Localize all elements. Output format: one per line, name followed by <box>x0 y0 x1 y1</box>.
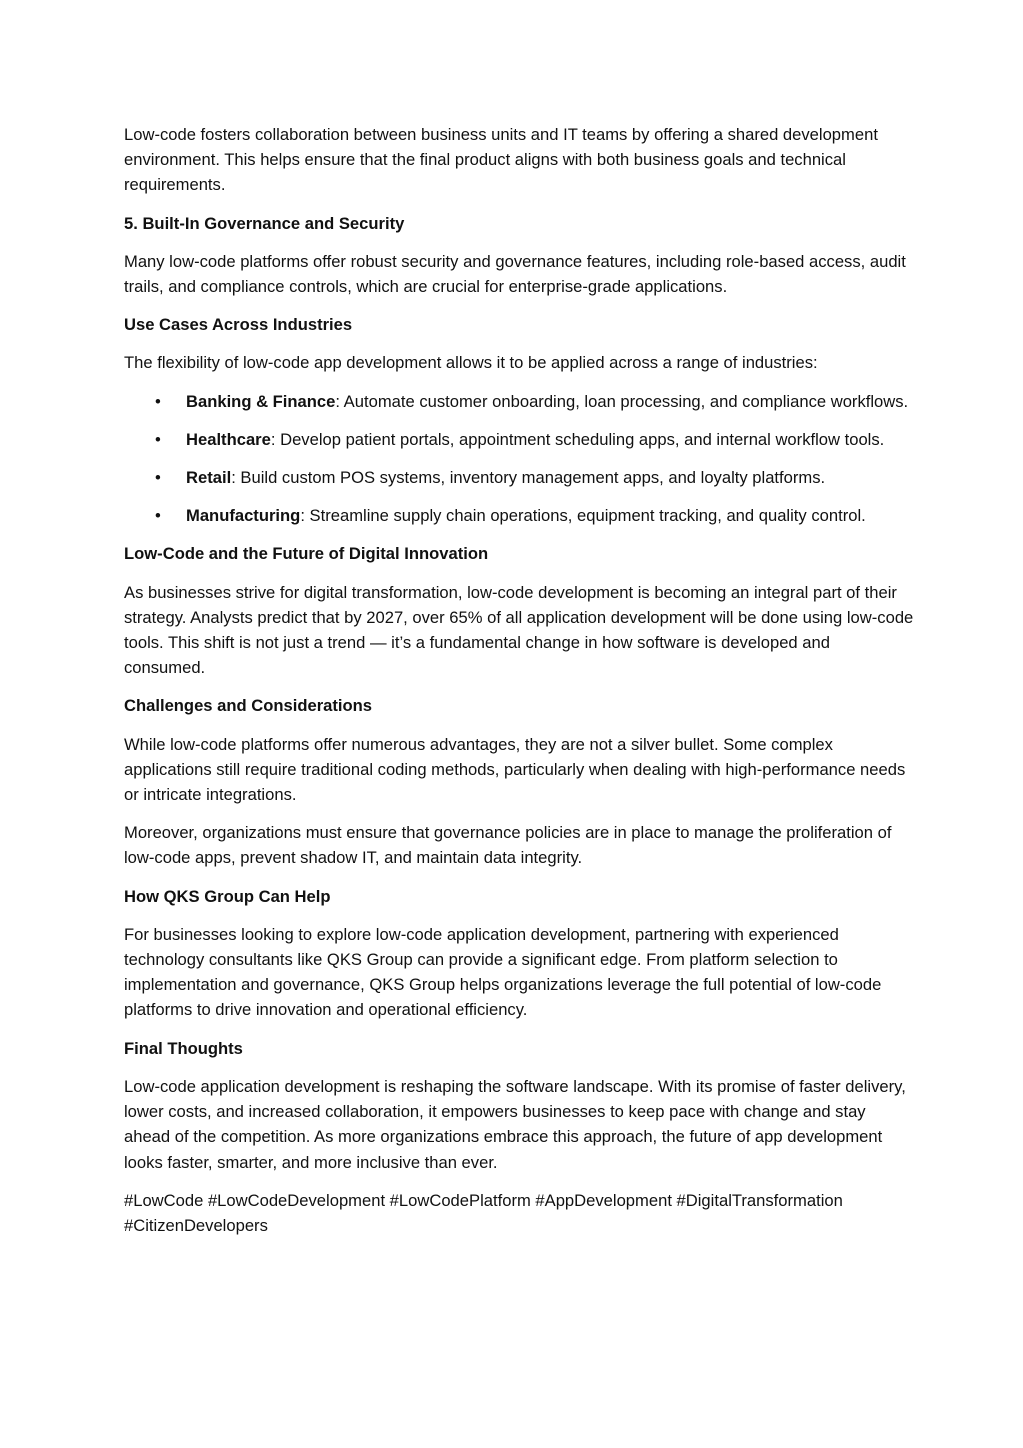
qks-paragraph: For businesses looking to explore low-code application development, partnering with experienced technology consultants like QKS Group can provide a significant edge. From platform selection to implementation and governance, QKS Group helps organizations leverage the full potential of low-code platforms to drive innovation and operational efficiency. <box>124 924 882 1020</box>
list-item-desc: : Streamline supply chain operations, equipment tracking, and quality control. <box>300 506 866 526</box>
governance-paragraph: Many low-code platforms offer robust security and governance features, including role-based access, audit trails, and compliance controls, which are crucial for enterprise-grade applications. <box>124 251 906 297</box>
list-item-manufacturing <box>124 503 914 528</box>
use-cases-intro: The flexibility of low-code app development allows it to be applied across a range of industries: <box>124 353 818 373</box>
future-paragraph: As businesses strive for digital transformation, low-code development is becoming an integral part of their strategy. Analysts predict that by 2027, over 65% of all application development will be done using low-code tools. This shift is not just a trend — it’s a fundamental change in how software is developed and consumed. <box>124 582 914 678</box>
use-cases-heading: Use Cases Across Industries <box>124 315 353 335</box>
bullet-icon: • <box>155 468 161 488</box>
final-thoughts-heading: Final Thoughts <box>124 1038 243 1058</box>
list-item-retail <box>124 465 914 490</box>
list-item-term: Banking & Finance <box>186 391 336 411</box>
list-item-term: Healthcare <box>186 429 271 449</box>
list-item-healthcare <box>124 427 914 452</box>
list-item-banking <box>124 389 914 414</box>
intro-paragraph: Low-code fosters collaboration between business units and IT teams by offering a shared development environment. This helps ensure that the final product aligns with both business goals and technical requirements. <box>124 125 878 195</box>
list-item-desc: : Automate customer onboarding, loan processing, and compliance workflows. <box>335 391 909 411</box>
challenges-paragraph-1: While low-code platforms offer numerous advantages, they are not a silver bullet. Some complex applications still require traditional coding methods, particularly when dealing with high-performance needs or intricate integrations. <box>124 734 906 805</box>
list-item-term: Manufacturing <box>186 506 301 526</box>
bullet-icon: • <box>155 391 161 411</box>
governance-heading: 5. Built-In Governance and Security <box>124 213 405 233</box>
challenges-heading: Challenges and Considerations <box>124 696 373 716</box>
industries-list <box>124 389 914 529</box>
list-item-desc: : Develop patient portals, appointment scheduling apps, and internal workflow tools. <box>270 429 885 449</box>
final-thoughts-paragraph: Low-code application development is reshaping the software landscape. With its promise of faster delivery, lower costs, and increased collaboration, it empowers businesses to keep pace with change and stay ahead of the competition. As more organizations embrace this approach, the future of app development looks faster, smarter, and more inclusive than ever. <box>124 1076 906 1172</box>
future-heading: Low-Code and the Future of Digital Innovation <box>124 544 489 564</box>
document-page <box>124 122 914 1251</box>
challenges-paragraph-2: Moreover, organizations must ensure that governance policies are in place to manage the proliferation of low-code apps, prevent shadow IT, and maintain data integrity. <box>124 823 892 868</box>
list-item-desc: : Build custom POS systems, inventory management apps, and loyalty platforms. <box>231 468 826 488</box>
qks-heading: How QKS Group Can Help <box>124 886 331 906</box>
bullet-icon: • <box>155 506 161 526</box>
hashtags: #LowCode #LowCodeDevelopment #LowCodePlatform #AppDevelopment #DigitalTransformation #CitizenDevelopers <box>124 1190 843 1235</box>
bullet-icon: • <box>155 429 161 449</box>
list-item-term: Retail <box>186 468 232 488</box>
